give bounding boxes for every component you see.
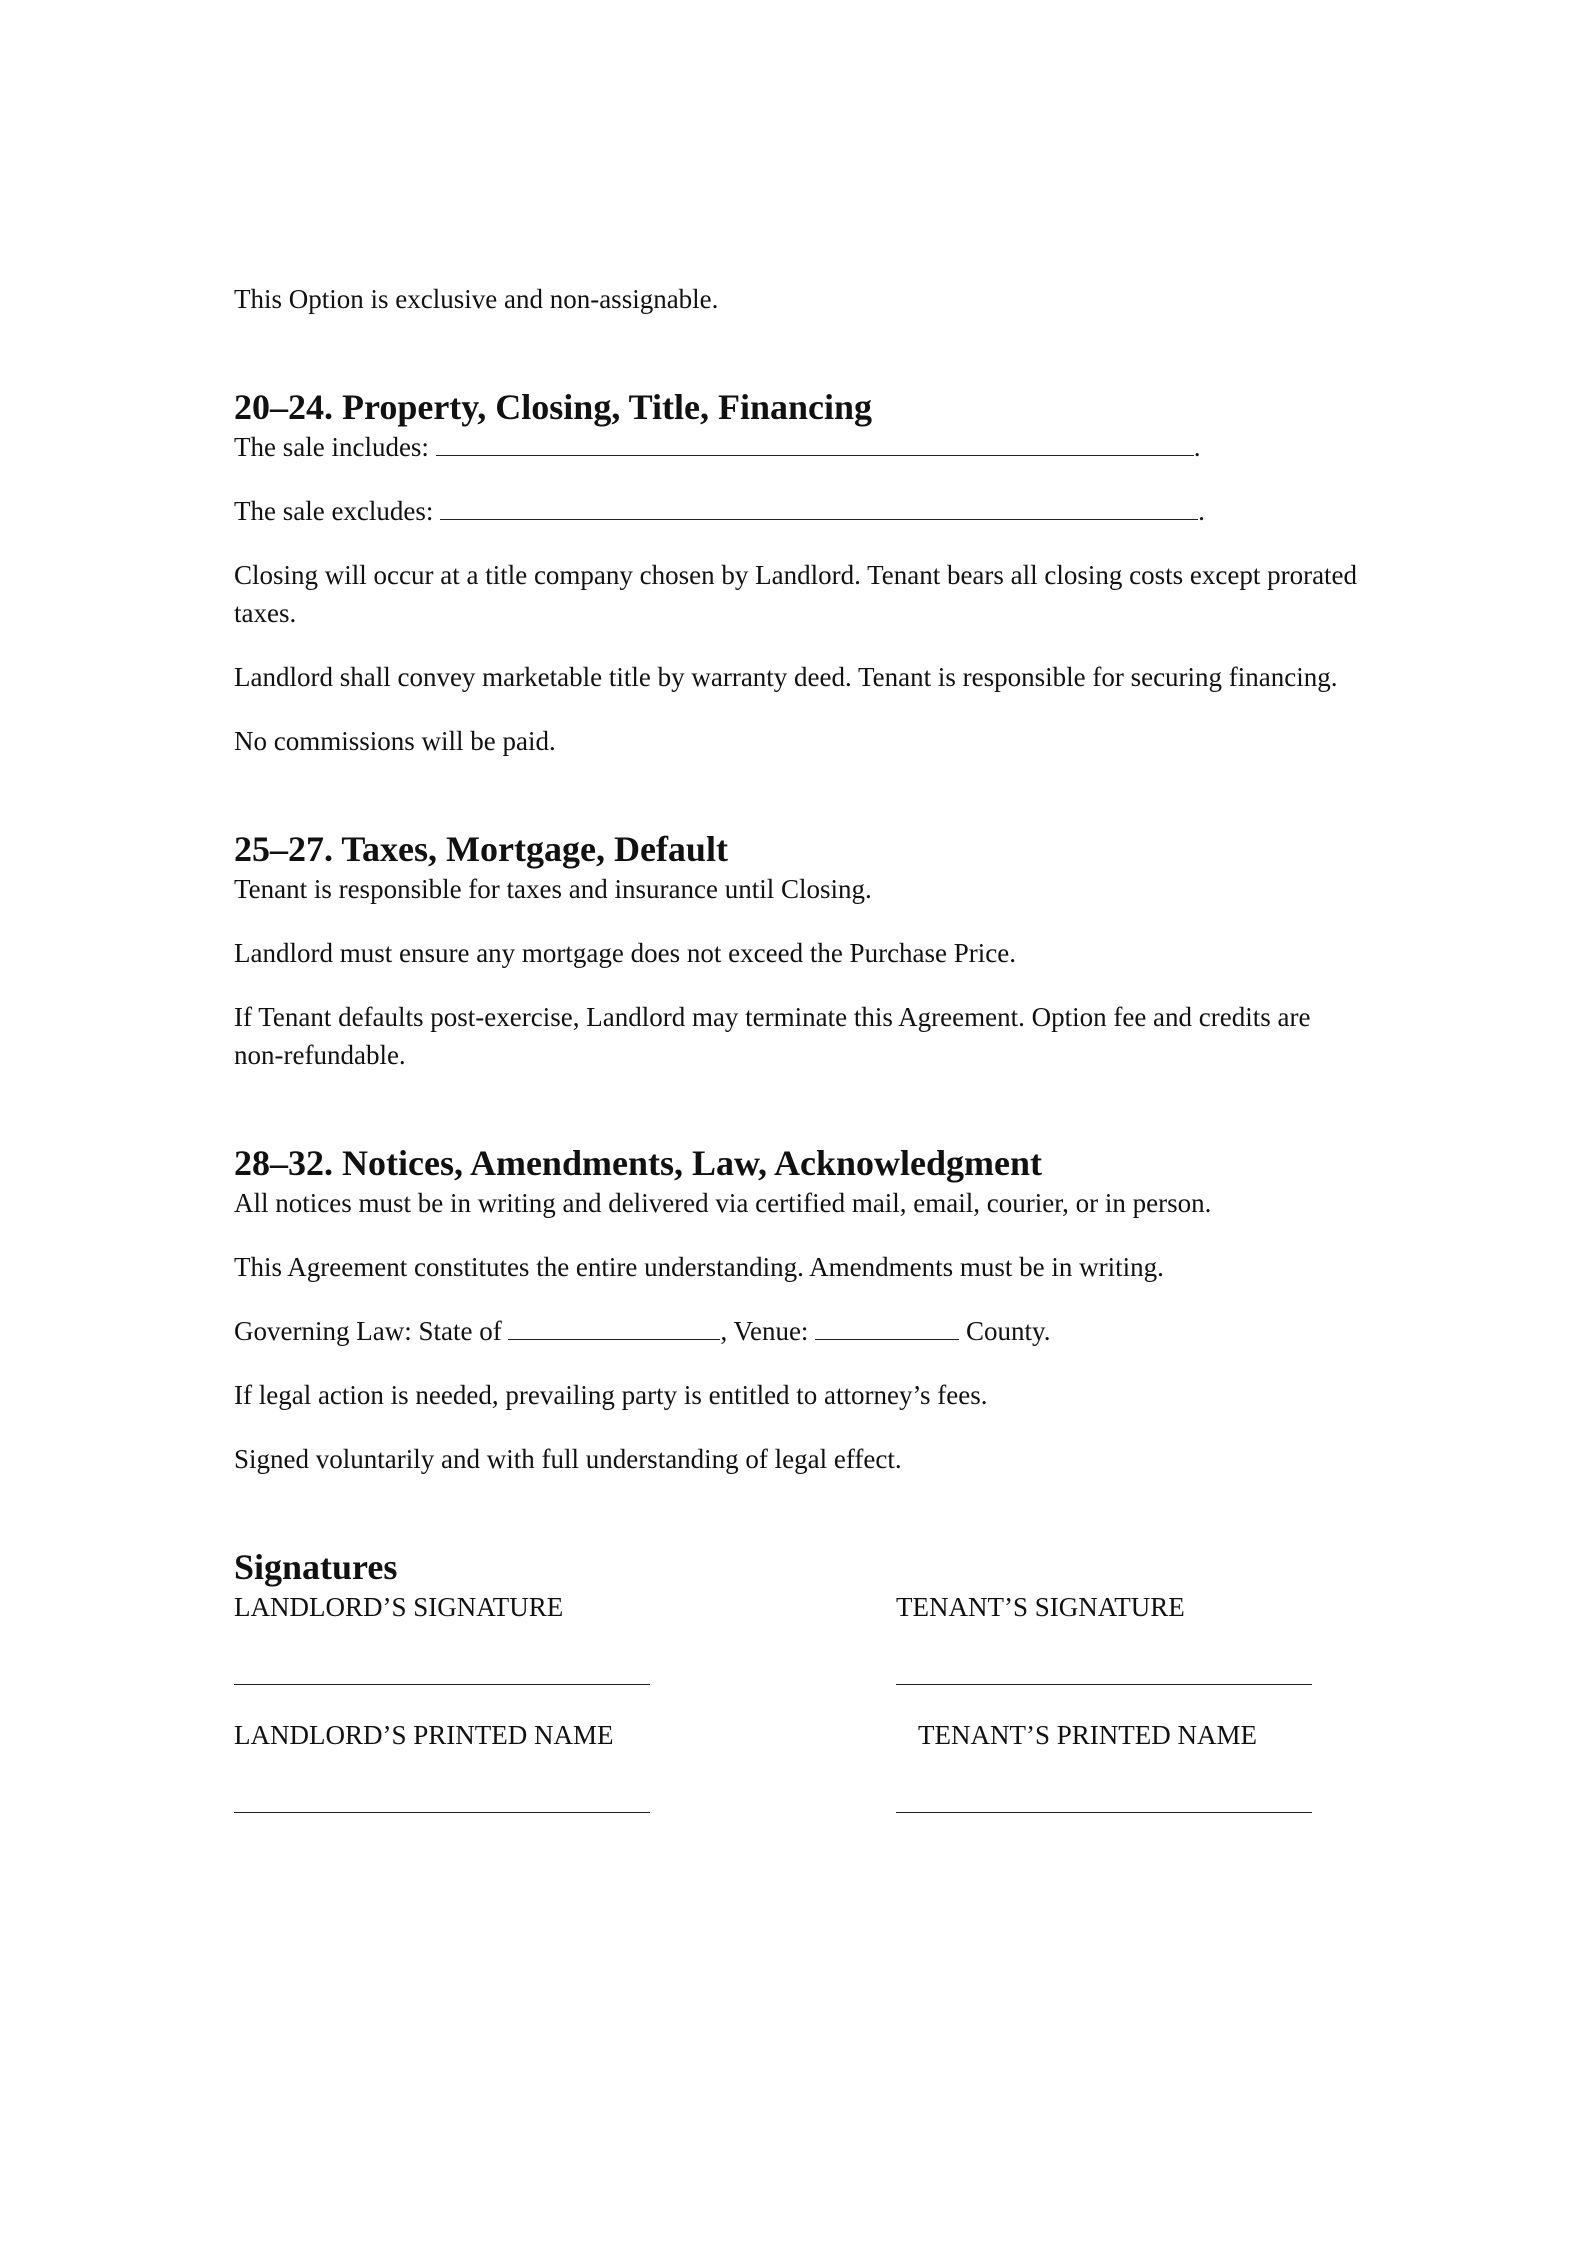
section-heading-notices: 28–32. Notices, Amendments, Law, Acknowledgment [234,1143,1042,1183]
signature-grid [234,1588,1364,1848]
tenant-signature-label: TENANT’S SIGNATURE [896,1592,1185,1622]
sale-includes-period: . [1193,432,1201,462]
landlord-signature-line[interactable] [234,1684,650,1685]
section-taxes [234,828,1364,1074]
tenant-printed-name-label: TENANT’S PRINTED NAME [918,1720,1257,1750]
sale-excludes-line [234,492,1364,530]
sale-excludes-field[interactable] [440,495,1198,520]
landlord-printed-name-label: LANDLORD’S PRINTED NAME [234,1720,614,1750]
title-paragraph: Landlord shall convey marketable title by warranty deed. Tenant is responsible for securing financing. [234,662,1338,692]
section-notices [234,1142,1364,1478]
notices-paragraph: All notices must be in writing and delivered via certified mail, email, courier, or in person. [234,1188,1212,1218]
tenant-printed-name-line[interactable] [896,1812,1312,1813]
taxes-paragraph: Tenant is responsible for taxes and insurance until Closing. [234,874,872,904]
county-field[interactable] [815,1315,959,1340]
landlord-printed-name-line[interactable] [234,1812,650,1813]
sale-includes-line [234,428,1364,466]
sale-includes-field[interactable] [436,431,1194,456]
fees-paragraph: If legal action is needed, prevailing party is entitled to attorney’s fees. [234,1380,988,1410]
mortgage-paragraph: Landlord must ensure any mortgage does not exceed the Purchase Price. [234,938,1016,968]
acknowledgment-paragraph: Signed voluntarily and with full understanding of legal effect. [234,1444,902,1474]
section-heading-signatures: Signatures [234,1547,398,1587]
commissions-paragraph: No commissions will be paid. [234,726,556,756]
section-signatures [234,1546,1364,1848]
venue-label: , Venue: [720,1316,809,1346]
county-label: County. [965,1316,1051,1346]
section-heading-property: 20–24. Property, Closing, Title, Financing [234,387,873,427]
closing-paragraph: Closing will occur at a title company chosen by Landlord. Tenant bears all closing costs except prorated taxes. [234,560,1358,628]
sale-excludes-label: The sale excludes: [234,496,434,526]
default-paragraph: If Tenant defaults post-exercise, Landlord may terminate this Agreement. Option fee and credits are non-refundable. [234,1002,1311,1070]
state-field[interactable] [508,1315,720,1340]
document-page [234,280,1364,1848]
amendments-paragraph: This Agreement constitutes the entire understanding. Amendments must be in writing. [234,1252,1164,1282]
section-heading-taxes: 25–27. Taxes, Mortgage, Default [234,829,728,869]
governing-law-prefix: Governing Law: State of [234,1316,502,1346]
tenant-signature-line[interactable] [896,1684,1312,1685]
governing-law-line [234,1312,1364,1350]
landlord-signature-label: LANDLORD’S SIGNATURE [234,1592,564,1622]
sale-includes-label: The sale includes: [234,432,429,462]
intro-text: This Option is exclusive and non-assignable. [234,284,719,314]
sale-excludes-period: . [1198,496,1205,526]
section-property [234,386,1364,760]
